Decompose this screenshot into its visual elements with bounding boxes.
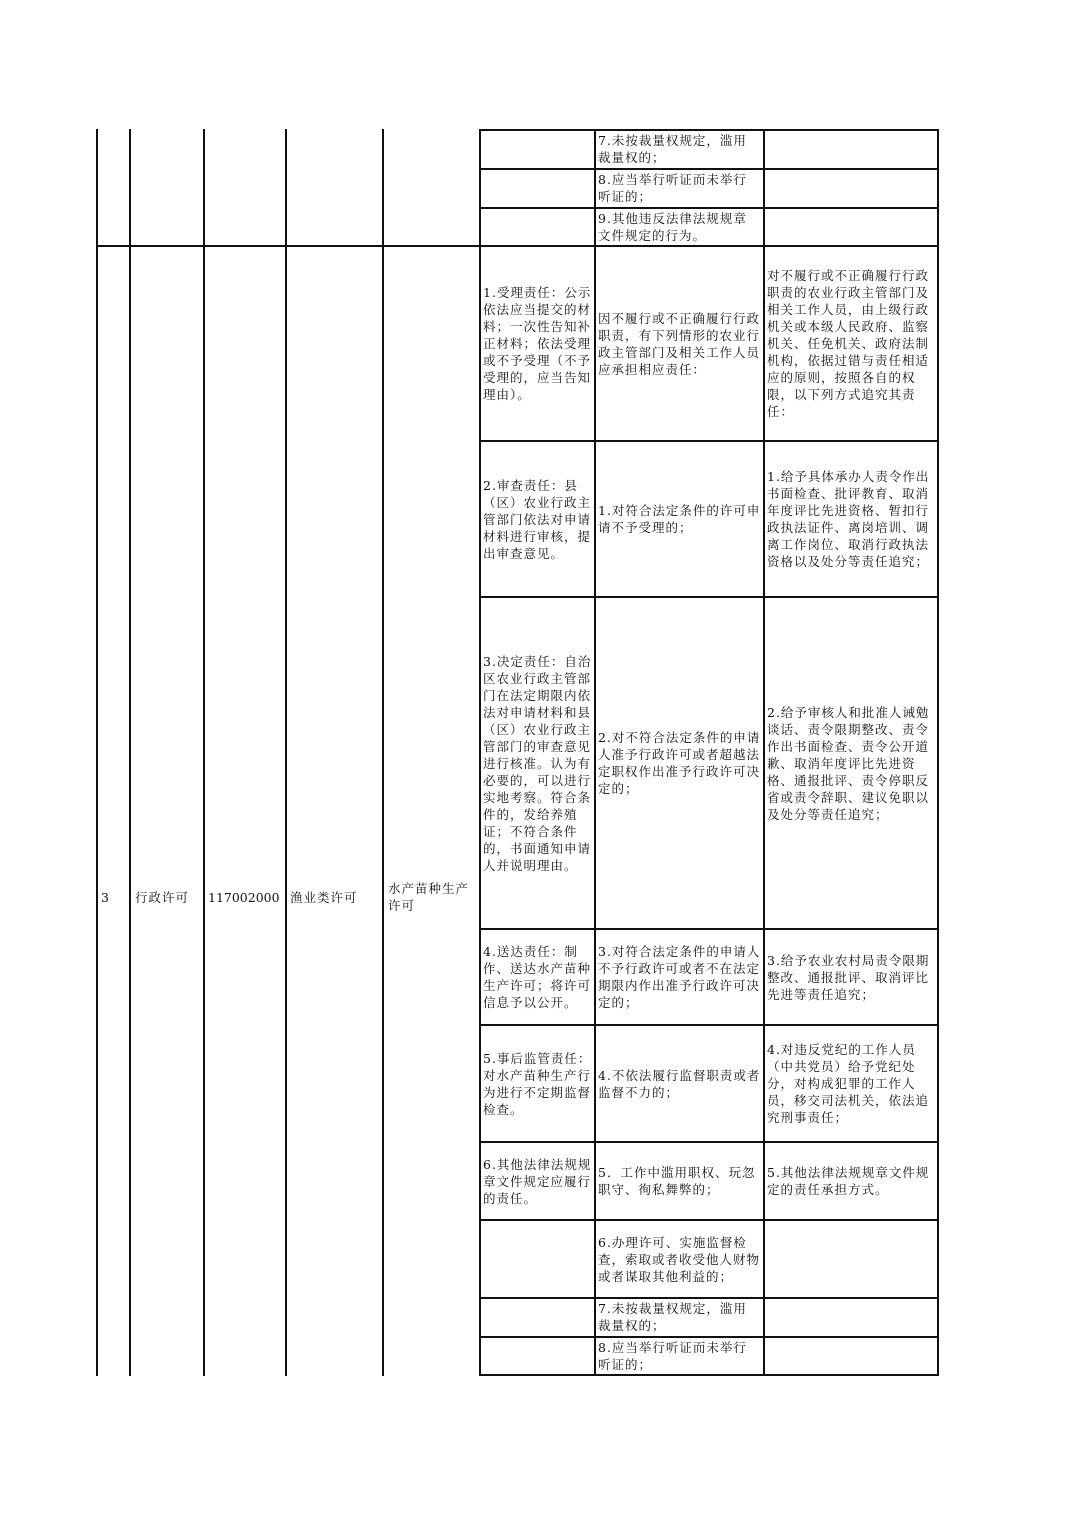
table-cell [598,599,761,927]
grid-line [479,928,939,930]
grid-line [479,596,939,598]
grid-line [96,129,98,1376]
grid-line [479,1374,939,1376]
cell-text: 4.不依法履行监督职责或者监督不力的； [598,1067,761,1100]
cell-text: 2.审查责任：县（区）农业行政主管部门依法对申请材料进行审核，提出审查意见。 [483,477,592,561]
table-cell [598,443,761,595]
table-cell: 8.应当举行听证而未举行听证的； [598,172,747,204]
grid-line [479,1024,939,1026]
cell-text: 1.受理责任：公示依法应当提交的材料；一次性告知补正材料；依法受理或不予受理（不予受理的，应当告知理由）。 [483,285,592,402]
cell-text: 3.对符合法定条件的申请人不予行政许可或者不在法定期限内作出准予行政许可决定的； [598,944,761,1010]
table-cell [598,1222,761,1296]
cell-text: 因不履行或不正确履行行政职责，有下列情形的农业行政主管部门及相关工作人员应承担相应责任： [598,310,761,377]
cell-text: 1.给予具体承办人责令作出书面检查、批评教育、取消年度评比先进资格、暂扣行政执法证件、离岗培训、调离工作岗位、取消行政执法资格以及处分等责任追究； [767,469,930,569]
cell-text: 3.决定责任：自治区农业行政主管部门在法定期限内依法对申请材料和县（区）农业行政主管部门的审查意见进行核准。认为有必要的，可以进行实地考察。符合条件的，发给养殖证；不符合条件的，书面通知申请人并说明理由。 [483,653,592,873]
grid-line [479,129,481,1376]
table-cell [483,248,592,439]
cell-text: 2.给予审核人和批准人诫勉谈话、责令限期整改、责令作出书面检查、责令公开道歉、取消年度评比先进资格、通报批评、责令停职反省或责令辞职、建议免职以及处分等责任追究； [767,704,930,822]
table-cell: 7.未按裁量权规定，滥用裁量权的； [598,1301,747,1333]
grid-line [479,1297,939,1299]
grid-line [479,1336,939,1338]
table-cell: 9.其他违反法律法规规章文件规定的行为。 [598,211,747,243]
table-cell [767,931,936,1023]
table-cell [767,1144,936,1218]
table-cell [767,248,936,439]
table-cell [767,599,936,927]
table-cell [598,1144,761,1218]
cell-text: 对不履行或不正确履行行政职责的农业行政主管部门及相关工作人员，由上级行政机关或本级人民政府、监察机关、任免机关、政府法制机构，依据过错与责任相适应的原则，按照各自的权限，以下列方式追究其责任： [767,268,930,419]
grid-line [479,1219,939,1221]
grid-line [285,129,287,1376]
grid-line [382,129,384,1376]
item-seq: 3 [101,890,110,905]
table-cell [483,599,592,927]
table-cell: 8.应当举行听证而未举行听证的； [598,1340,747,1372]
item-name: 水产苗种生产许可 [388,881,470,913]
grid-line [763,129,765,1376]
cell-text: 3.给予农业农村局责令限期整改、通报批评、取消评比先进等责任追究； [767,952,930,1002]
table-cell [767,1222,936,1296]
grid-line [479,129,939,131]
table-cell [483,1222,592,1296]
cell-text: 4.对违反党纪的工作人员（中共党员）给予党纪处分，对构成犯罪的工作人员，移交司法机关，依法追究刑事责任； [767,1042,930,1125]
table-cell [598,931,761,1023]
item-category: 行政许可 [135,890,190,905]
table-cell [767,1027,936,1140]
grid-line [479,1141,939,1143]
cell-text: 1.对符合法定条件的许可申请不予受理的； [598,503,761,535]
cell-text: 5.其他法律法规规章文件规定的责任承担方式。 [767,1165,930,1197]
grid-line [129,129,131,1376]
cell-text: 5．工作中滥用职权、玩忽职守、徇私舞弊的； [598,1165,756,1197]
grid-line [479,440,939,442]
grid-line [594,129,596,1376]
item-code: 117002000 [208,890,280,905]
table-cell [483,1144,592,1218]
cell-text: 5.事后监管责任：对水产苗种生产行为进行不定期监督检查。 [483,1050,592,1117]
grid-line [479,168,939,170]
grid-line [479,207,939,209]
cell-text: 6.办理许可、实施监督检查，索取或者收受他人财物或者谋取其他利益的； [598,1234,761,1284]
table-cell: 7.未按裁量权规定，滥用裁量权的； [598,133,747,165]
grid-line [96,245,939,247]
table-cell [483,1027,592,1140]
table-cell [483,931,592,1023]
table-cell [767,443,936,595]
table-cell [483,443,592,595]
grid-line [937,129,939,1376]
table-cell [598,248,761,439]
grid-line [203,129,205,1376]
cell-text: 4.送达责任：制作、送达水产苗种生产许可；将许可信息予以公开。 [483,944,592,1010]
cell-text: 2.对不符合法定条件的申请人准予行政许可或者超越法定职权作出准予行政许可决定的； [598,730,761,796]
item-subcategory: 渔业类许可 [290,890,358,905]
cell-text: 6.其他法律法规规章文件规定应履行的责任。 [483,1156,592,1206]
table-cell [598,1027,761,1140]
